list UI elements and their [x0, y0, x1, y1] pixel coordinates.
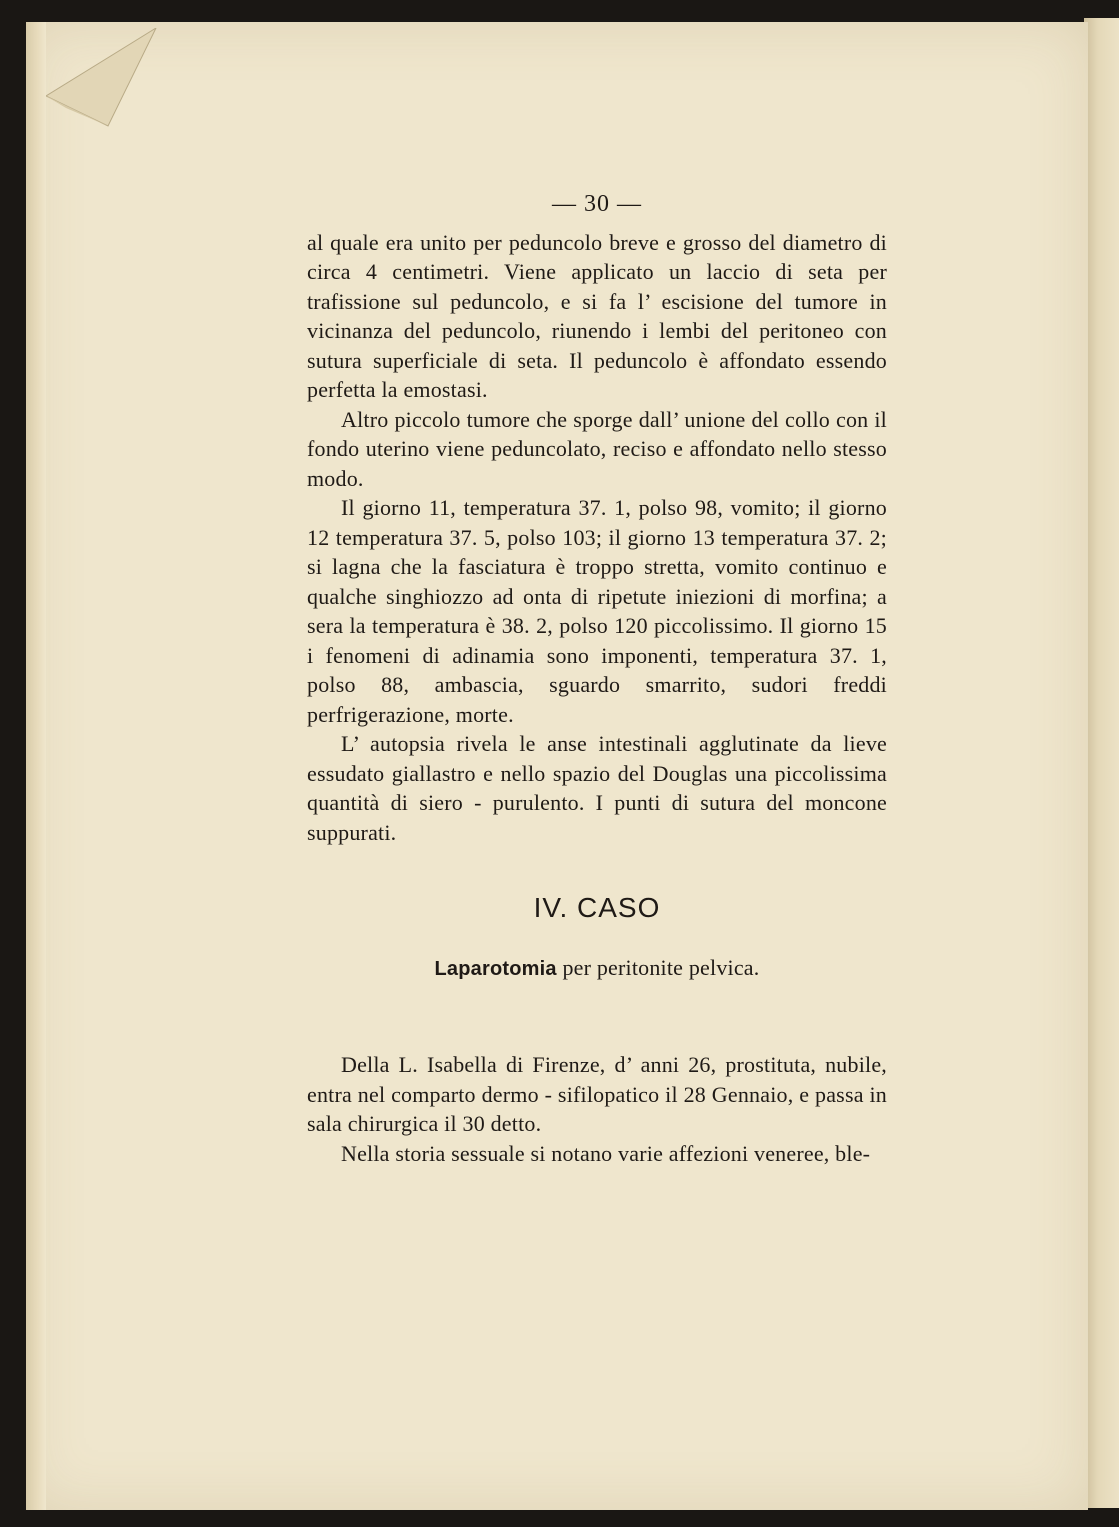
adjacent-page-edge: [1084, 18, 1119, 1508]
paragraph: Della L. Isabella di Firenze, d’ anni 26, prostituta, nubile, entra nel comparto dermo - sifilopatico il 28 Gennaio, e passa in sala chirurgica il 30 detto.: [307, 1052, 887, 1136]
subtitle-bold: Laparotomia: [434, 957, 557, 980]
subtitle-rest: per peritonite pelvica.: [556, 954, 760, 980]
paragraph: Altro piccolo tumore che sporge dall’ unione del collo con il fondo uterino viene peduncolato, reciso e affondato nello stesso modo.: [307, 406, 887, 491]
paragraph: al quale era unito per peduncolo breve e grosso del diametro di circa 4 centimetri. Viene applicato un laccio di seta per trafissione sul peduncolo, e si fa l’ escisione del tumore in vicinanza del peduncolo, riunendo i lembi del peritoneo con sutura superficiale di seta. Il peduncolo è affondato essendo perfetta la emostasi.: [307, 229, 887, 402]
page-gutter-shadow: [26, 22, 46, 1510]
section-title: IV. CASO: [533, 892, 661, 923]
page-number: — 30 —: [552, 191, 642, 217]
paragraph: Il giorno 11, temperatura 37. 1, polso 98, vomito; il giorno 12 temperatura 37. 5, polso 103; il giorno 13 temperatura 37. 2; si lagna che la fasciatura è troppo stretta, vomito continuo e qualche singhiozzo ad onta di ripetute iniezioni di morfina; a sera la temperatura è 38. 2, polso 120 piccolissimo. Il giorno 15 i fenomeni di adinamia sono imponenti, temperatura 37. 1, polso 88, ambascia, sguardo smarrito, sudori freddi perfrigerazione, morte.: [307, 495, 887, 727]
page-text: [307, 190, 887, 1168]
section-subtitle: [307, 953, 887, 985]
paragraph: L’ autopsia rivela le anse intestinali agglutinate da lieve essudato giallastro e nello spazio del Douglas una piccolissima quantità di siero - purulento. I punti di sutura del moncone suppurati.: [307, 731, 887, 845]
paragraph: Nella storia sessuale si notano varie affezioni veneree, ble-: [341, 1140, 871, 1166]
